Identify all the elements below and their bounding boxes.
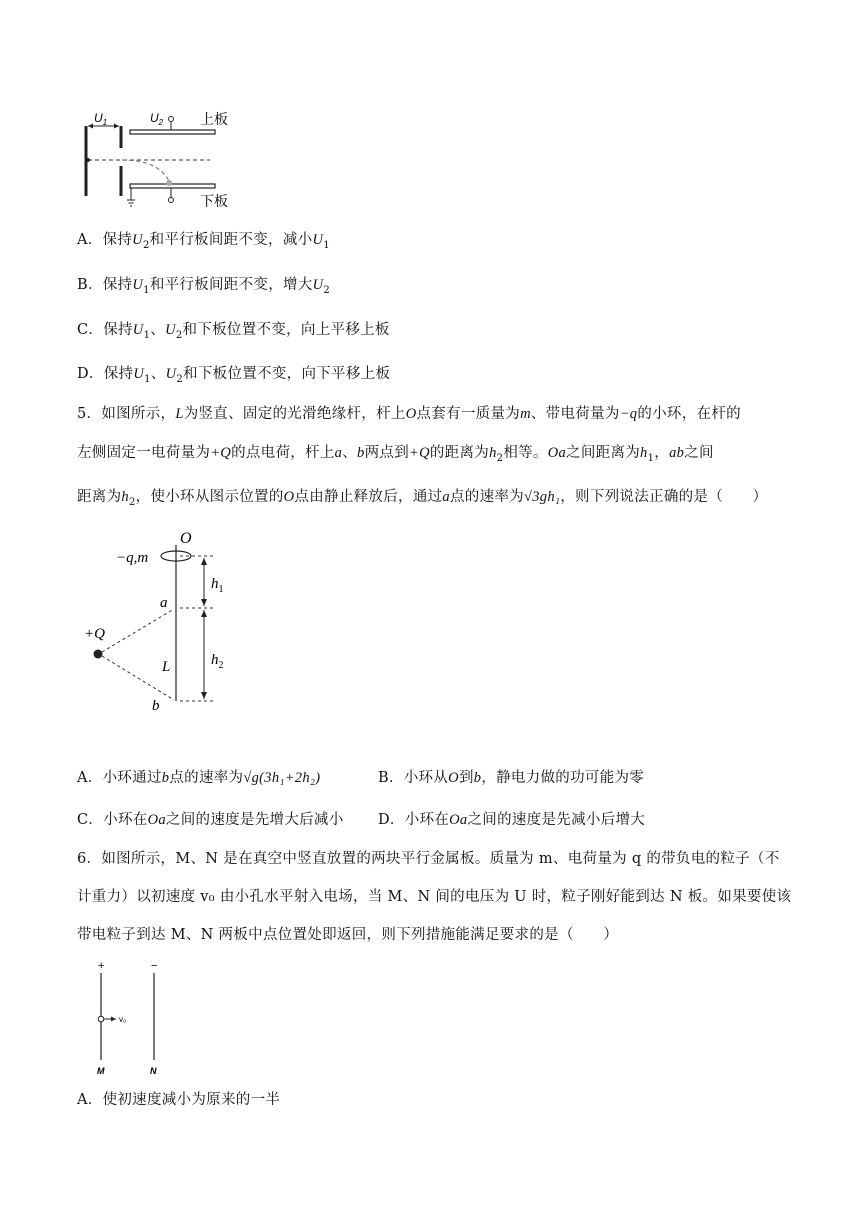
q5-stem-line3: 距离为$h_2$，使小环从图示位置的O点由静止释放后，通过a点的速率为√3gh₁，则下列说法正确的是（ ） — [77, 489, 768, 508]
q6-stem-line3: 带电粒子到达 M、N 两板中点位置处即返回，则下列措施能满足要求的是（ ） — [77, 927, 619, 943]
h2-label: $h_2$ — [211, 652, 224, 671]
q4-option-a: A．保持$U_2$和平行板间距不变，减小$U_1$ — [77, 232, 330, 251]
point-a-label: a — [160, 595, 168, 611]
charge-mass-label: −q,m — [116, 550, 149, 566]
point-charge-label: +Q — [84, 626, 105, 642]
h1-label: $h_1$ — [211, 576, 224, 595]
plate-m-label: M — [97, 1066, 105, 1076]
figure-parallel-plates — [90, 955, 180, 1080]
figure-deflection-plates — [70, 104, 230, 214]
minus-sign: − — [151, 960, 158, 972]
figure-rod-charge — [80, 525, 240, 720]
q4-option-d: D．保持$U_1$、$U_2$和下板位置不变，向下平移上板 — [77, 366, 391, 385]
u2-label: $U_2$ — [150, 111, 164, 127]
q5-option-b: B．小环从O到b，静电力做的功可能为零 — [378, 770, 645, 786]
q5-option-c: C．小环在Oa之间的速度是先增大后减小 — [77, 812, 344, 828]
plate-n-label: N — [150, 1066, 157, 1076]
plus-sign: + — [98, 960, 105, 972]
q5-option-d: D．小环在Oa之间的速度是先减小后增大 — [378, 812, 646, 828]
rod-l-label: L — [162, 659, 171, 675]
q4-option-b: B．保持$U_1$和平行板间距不变，增大$U_2$ — [77, 277, 331, 296]
top-plate-label: 上板 — [200, 111, 228, 127]
q5-stem-line1: 5．如图所示，L为竖直、固定的光滑绝缘杆，杆上O点套有一质量为m、带电荷量为−q的小环，在杆的 — [77, 406, 741, 422]
v0-label: v₀ — [119, 1015, 127, 1024]
bottom-plate-label: 下板 — [200, 193, 228, 209]
u1-label: $U_1$ — [94, 111, 108, 127]
point-o-label: O — [180, 530, 192, 547]
q6-stem-line2: 计重力）以初速度 v₀ 由小孔水平射入电场，当 M、N 间的电压为 U 时，粒子刚好能到达 N 板。如果要使该 — [77, 889, 792, 905]
q6-option-a: A．使初速度减小为原来的一半 — [77, 1092, 281, 1108]
q5-option-a: A．小环通过b点的速率为√g(3h₁+2h₂) — [77, 770, 321, 786]
q6-stem-line1: 6．如图所示，M、N 是在真空中竖直放置的两块平行金属板。质量为 m、电荷量为 q 的带负电的粒子（不 — [77, 851, 780, 867]
q5-stem-line2: 左侧固定一电荷量为+Q的点电荷，杆上a、b两点到+Q的距离为$h_2$相等。Oa之间距离为$h_1$，ab之间 — [77, 445, 714, 464]
point-b-label: b — [152, 698, 160, 714]
q4-option-c: C．保持$U_1$、$U_2$和下板位置不变，向上平移上板 — [77, 322, 390, 341]
